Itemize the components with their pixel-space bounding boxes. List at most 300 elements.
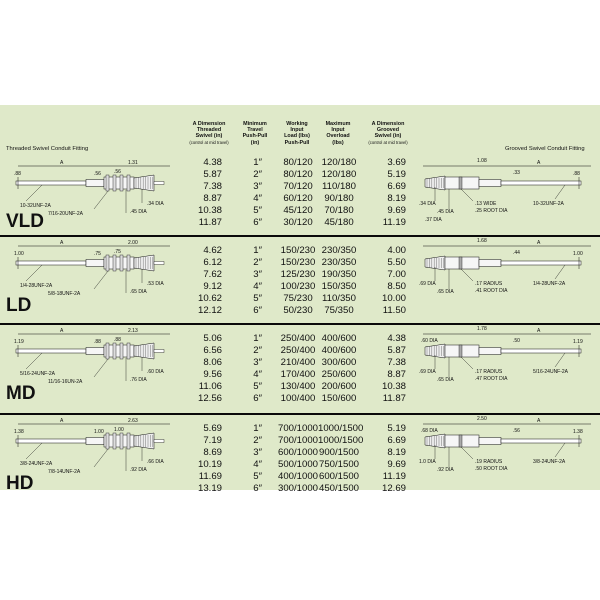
- cell-a_threaded: 8.06: [203, 357, 222, 368]
- tail-thread: [134, 255, 154, 271]
- cell-travel: 4″: [253, 369, 262, 380]
- spec-sheet: [0, 105, 600, 494]
- dia-2-label: .76 DIA: [130, 377, 147, 383]
- dia-1-label: .69 DIA: [419, 369, 436, 375]
- header-a-threaded: [182, 121, 236, 145]
- cell-travel: 5″: [253, 471, 262, 482]
- header-line: (lbs): [332, 139, 344, 146]
- end-stub: [154, 262, 164, 265]
- nut: [120, 175, 123, 191]
- dim-1-label: 2.00: [128, 240, 138, 246]
- thread-2-label: 11/16-16UN-2A: [48, 379, 83, 385]
- root-dia-label: .41 ROOT DIA: [475, 288, 508, 294]
- cell-load: 700/1000: [277, 435, 318, 446]
- dia-end-label: 1.19: [14, 339, 24, 345]
- dim-2-label: 1.00: [94, 429, 104, 435]
- cell-a_threaded: 9.56: [203, 369, 222, 380]
- cell-a_threaded: 6.12: [203, 257, 222, 268]
- cell-a_grooved: 5.19: [387, 169, 406, 180]
- cell-overload: 75/350: [324, 305, 354, 316]
- cell-a_grooved: 11.87: [382, 393, 406, 404]
- cell-a_grooved: 11.50: [382, 305, 406, 316]
- dia-2-label: .65 DIA: [437, 289, 454, 295]
- leader: [555, 353, 565, 367]
- cell-travel: 1″: [253, 333, 262, 344]
- dia-2-label: .65 DIA: [437, 377, 454, 383]
- groove: [459, 345, 462, 357]
- dia-1-label: .66 DIA: [147, 459, 164, 465]
- nut: [127, 255, 130, 271]
- dia-1-label: 1.0 DIA: [419, 459, 436, 465]
- rod-sleeve: [479, 348, 501, 355]
- header-a-grooved: [360, 121, 416, 145]
- rod-sleeve: [86, 180, 104, 187]
- cell-travel: 4″: [253, 459, 262, 470]
- cell-overload: 90/180: [324, 193, 354, 204]
- cell-a_grooved: 7.00: [387, 269, 406, 280]
- dim-2-label: .88: [94, 339, 101, 345]
- cell-a_threaded: 7.38: [203, 181, 222, 192]
- leader: [555, 265, 565, 279]
- cell-travel: 2″: [253, 169, 262, 180]
- header-line: Input: [290, 127, 304, 134]
- column-overload: [318, 245, 360, 317]
- dia-2-label: .45 DIA: [130, 209, 147, 215]
- rod-body: [16, 261, 86, 265]
- leader: [26, 443, 42, 459]
- root-dia-label: .50 ROOT DIA: [475, 466, 508, 472]
- header-note: (control at mid travel): [189, 139, 229, 145]
- dim-3-label: 1.00: [114, 427, 124, 433]
- threaded-fitting-drawing: [2, 157, 182, 247]
- cell-overload: 200/600: [321, 381, 357, 392]
- dim-3-label: .75: [114, 249, 121, 255]
- nut: [113, 433, 116, 449]
- cell-travel: 6″: [253, 305, 262, 316]
- rod-sleeve: [86, 348, 104, 355]
- thread-2-label: 7/16-20UNF-2A: [48, 211, 84, 217]
- dia-end-label: 1.38: [14, 429, 24, 435]
- section-2: [0, 325, 600, 415]
- cell-overload: 70/180: [324, 205, 354, 216]
- cell-load: 150/230: [280, 245, 316, 256]
- rod-body: [16, 439, 86, 443]
- nut: [106, 433, 109, 449]
- cell-travel: 4″: [253, 193, 262, 204]
- dia-end-label: 1.19: [573, 339, 583, 345]
- dim-2-label: .56: [94, 171, 101, 177]
- dim-2-label: .44: [513, 250, 520, 256]
- leader: [26, 185, 42, 201]
- cell-a_grooved: 9.69: [387, 205, 406, 216]
- header-line: Swivel (in): [195, 133, 223, 140]
- rod-body: [501, 181, 581, 185]
- dia-1-label: .60 DIA: [147, 369, 164, 375]
- thread-1-label: 5/16-24UNF-2A: [20, 371, 56, 377]
- leader: [94, 191, 108, 209]
- cell-a_threaded: 10.19: [197, 459, 222, 470]
- cell-a_grooved: 8.50: [387, 281, 406, 292]
- section-code: LD: [6, 295, 32, 316]
- cell-load: 210/400: [280, 357, 316, 368]
- dim-a-label: A: [60, 328, 64, 334]
- end-stub: [154, 182, 164, 185]
- leader: [94, 271, 108, 289]
- header-line: Maximum: [325, 121, 351, 127]
- header-line: Travel: [247, 127, 263, 134]
- leader: [555, 185, 565, 199]
- column-load: [276, 333, 320, 405]
- rod-body: [16, 349, 86, 353]
- section-code: MD: [6, 383, 36, 404]
- dim-a-label: A: [537, 240, 541, 246]
- cell-overload: 150/350: [321, 281, 357, 292]
- threaded-fitting-drawing: [2, 415, 182, 505]
- dia-0-label: .68 DIA: [421, 428, 438, 434]
- cell-a_grooved: 8.87: [387, 369, 406, 380]
- dim-1-label: 1.31: [128, 160, 138, 166]
- dia-2-label: .92 DIA: [437, 467, 454, 473]
- dim-2-label: .75: [94, 251, 101, 257]
- cell-a_grooved: 6.69: [387, 181, 406, 192]
- cell-a_threaded: 10.62: [197, 293, 222, 304]
- cell-overload: 230/350: [321, 245, 357, 256]
- root-dia-label: .47 ROOT DIA: [475, 376, 508, 382]
- threaded-fitting-title: Threaded Swivel Conduit Fitting: [6, 146, 89, 152]
- cell-load: 100/230: [280, 281, 316, 292]
- cell-a_grooved: 8.19: [387, 193, 406, 204]
- column-overload: [318, 157, 360, 229]
- cell-a_threaded: 5.69: [203, 423, 222, 434]
- header-overload: [318, 121, 358, 146]
- section-3: [0, 415, 600, 505]
- column-load: [276, 423, 320, 495]
- cell-travel: 3″: [253, 447, 262, 458]
- cell-load: 30/120: [283, 217, 313, 228]
- end-stub: [154, 350, 164, 353]
- section-code: HD: [6, 473, 34, 494]
- leader: [94, 449, 108, 467]
- thread-label: 3/8-24UNF-2A: [533, 459, 566, 465]
- thread-label: 1/4-28UNF-2A: [533, 281, 566, 287]
- cell-load: 500/1000: [277, 459, 318, 470]
- dia-1-label: .34 DIA: [419, 201, 436, 207]
- cell-a_grooved: 10.38: [381, 381, 406, 392]
- dia-0-label: .60 DIA: [421, 338, 438, 344]
- column-a_grooved: [370, 423, 406, 495]
- header-line: Threaded: [196, 127, 222, 134]
- cell-load: 80/120: [283, 157, 313, 168]
- thread-2-label: 7/8-14UNF-2A: [48, 469, 81, 475]
- nut: [127, 433, 130, 449]
- dim-3-label: .88: [114, 337, 121, 343]
- cell-travel: 3″: [253, 181, 262, 192]
- rod-sleeve: [479, 260, 501, 267]
- dim-a-label: A: [60, 240, 64, 246]
- column-travel: [240, 423, 262, 495]
- cell-a_grooved: 5.19: [387, 423, 406, 434]
- cell-travel: 6″: [253, 483, 262, 494]
- header-line: Grooved: [376, 127, 400, 134]
- column-a_grooved: [370, 333, 406, 405]
- nut: [127, 343, 130, 359]
- grooved-fitting-drawing: [415, 415, 595, 505]
- cell-load: 75/230: [283, 293, 313, 304]
- cell-a_threaded: 12.12: [197, 305, 222, 316]
- threaded-fitting-drawing: [2, 325, 182, 415]
- cell-load: 150/230: [280, 257, 316, 268]
- header-line: Swivel (in): [374, 133, 402, 140]
- dim-1-label: 1.68: [477, 238, 487, 244]
- dim-1-label: 1.78: [477, 326, 487, 332]
- cell-a_threaded: 11.87: [198, 217, 222, 228]
- dia-end-label: 1.38: [573, 429, 583, 435]
- leader: [461, 189, 473, 201]
- cell-a_threaded: 5.06: [203, 333, 222, 344]
- root-dia-label: .25 ROOT DIA: [475, 208, 508, 214]
- cell-overload: 120/180: [321, 169, 357, 180]
- dia-1-label: .34 DIA: [147, 201, 164, 207]
- dim-1-label: 2.13: [128, 328, 138, 334]
- tail-thread: [134, 175, 154, 191]
- grooved-fitting-title: Grooved Swivel Conduit Fitting: [505, 146, 585, 152]
- dim-2-label: .50: [513, 338, 520, 344]
- cell-overload: 750/1500: [318, 459, 359, 470]
- end-stub: [154, 440, 164, 443]
- rod-body: [16, 181, 86, 185]
- dim-a-label: A: [60, 160, 64, 166]
- cell-a_threaded: 7.62: [203, 269, 222, 280]
- header-line: Load (lbs): [284, 133, 310, 140]
- nut: [120, 433, 123, 449]
- header-load: [275, 121, 319, 146]
- dia-2-label: .92 DIA: [130, 467, 147, 473]
- cell-travel: 4″: [253, 281, 262, 292]
- cell-overload: 300/600: [321, 357, 357, 368]
- cell-a_threaded: 11.06: [198, 381, 222, 392]
- cell-travel: 3″: [253, 357, 262, 368]
- cell-travel: 2″: [253, 435, 262, 446]
- leader: [461, 447, 473, 459]
- cell-a_grooved: 5.50: [387, 257, 406, 268]
- column-load: [276, 157, 320, 229]
- cell-overload: 450/1500: [318, 483, 359, 494]
- cell-overload: 400/600: [321, 333, 357, 344]
- header-note: (control at mid travel): [368, 139, 408, 145]
- cell-a_grooved: 12.69: [381, 483, 406, 494]
- cell-load: 100/400: [280, 393, 316, 404]
- grooved-fitting-drawing: [415, 237, 595, 327]
- tail-thread: [134, 433, 154, 449]
- rod-sleeve: [479, 180, 501, 187]
- cell-load: 130/400: [280, 381, 316, 392]
- dia-end-label: 1.00: [573, 251, 583, 257]
- dia-1-label: .53 DIA: [147, 281, 164, 287]
- cell-travel: 5″: [253, 205, 262, 216]
- leader: [461, 357, 473, 369]
- column-a_grooved: [370, 157, 406, 229]
- cell-load: 70/120: [283, 181, 313, 192]
- cell-a_grooved: 4.00: [387, 245, 406, 256]
- cell-load: 170/400: [280, 369, 316, 380]
- cell-a_grooved: 6.69: [387, 435, 406, 446]
- cell-overload: 230/350: [321, 257, 357, 268]
- cell-overload: 45/180: [324, 217, 354, 228]
- cell-a_threaded: 7.19: [203, 435, 222, 446]
- column-travel: [240, 245, 262, 317]
- cell-load: 45/120: [283, 205, 313, 216]
- leader: [26, 353, 42, 369]
- cell-a_grooved: 10.00: [381, 293, 406, 304]
- radius-label: .19 RADIUS: [475, 459, 503, 465]
- grooved-fitting-drawing: [415, 325, 595, 415]
- cell-load: 700/1000: [277, 423, 318, 434]
- cell-a_threaded: 11.69: [198, 471, 222, 482]
- cell-overload: 150/600: [321, 393, 357, 404]
- header-line: Working: [286, 121, 308, 127]
- cell-a_threaded: 8.69: [203, 447, 222, 458]
- cell-a_threaded: 9.12: [203, 281, 222, 292]
- nut: [106, 255, 109, 271]
- thread-label: 5/16-24UNF-2A: [533, 369, 569, 375]
- cell-load: 600/1000: [277, 447, 318, 458]
- column-load: [276, 245, 320, 317]
- cell-travel: 5″: [253, 293, 262, 304]
- leader: [555, 443, 565, 457]
- threaded-fitting-drawing: [2, 237, 182, 327]
- cell-load: 80/120: [283, 169, 313, 180]
- cell-overload: 250/600: [321, 369, 357, 380]
- dim-2-label: .56: [513, 428, 520, 434]
- thread-label: 10-32UNF-2A: [533, 201, 564, 207]
- thread-1-label: 3/8-24UNF-2A: [20, 461, 53, 467]
- dim-a-label: A: [537, 328, 541, 334]
- cell-a_grooved: 8.19: [387, 447, 406, 458]
- cell-travel: 1″: [253, 245, 262, 256]
- cell-a_grooved: 3.69: [387, 157, 406, 168]
- groove: [459, 257, 462, 269]
- cell-overload: 120/180: [321, 157, 357, 168]
- dia-3-label: .37 DIA: [425, 217, 442, 223]
- column-overload: [318, 333, 360, 405]
- cell-a_threaded: 10.38: [197, 205, 222, 216]
- column-a_threaded: [186, 157, 222, 229]
- cell-travel: 6″: [253, 393, 262, 404]
- cell-a_grooved: 7.38: [387, 357, 406, 368]
- groove: [459, 177, 462, 189]
- cell-travel: 2″: [253, 257, 262, 268]
- dia-end-label: 1.00: [14, 251, 24, 257]
- nut: [120, 343, 123, 359]
- wide-label: .13 WIDE: [475, 201, 497, 207]
- cell-load: 250/400: [280, 345, 316, 356]
- nut: [113, 175, 116, 191]
- section-0: [0, 157, 600, 247]
- cell-a_grooved: 9.69: [387, 459, 406, 470]
- header-line: Overload: [326, 133, 350, 140]
- column-overload: [318, 423, 364, 495]
- thread-1-label: 10-32UNF-2A: [20, 203, 51, 209]
- nut: [106, 175, 109, 191]
- cell-a_grooved: 11.19: [382, 217, 406, 228]
- dim-a-label: A: [537, 160, 541, 166]
- cell-overload: 110/350: [322, 293, 356, 304]
- nut: [106, 343, 109, 359]
- cell-overload: 190/350: [321, 269, 357, 280]
- nut: [127, 175, 130, 191]
- thread-1-label: 1/4-28UNF-2A: [20, 283, 53, 289]
- cell-load: 250/400: [280, 333, 316, 344]
- cell-a_threaded: 5.87: [203, 169, 222, 180]
- cell-a_threaded: 13.19: [197, 483, 222, 494]
- cell-travel: 1″: [253, 423, 262, 434]
- column-a_grooved: [370, 245, 406, 317]
- tail-thread: [134, 343, 154, 359]
- header-line: Minimum: [243, 121, 267, 127]
- dia-2-label: .65 DIA: [130, 289, 147, 295]
- cell-load: 400/1000: [277, 471, 318, 482]
- dim-3-label: .56: [114, 169, 121, 175]
- column-a_threaded: [186, 245, 222, 317]
- rod-body: [501, 439, 581, 443]
- cell-travel: 5″: [253, 381, 262, 392]
- cell-load: 125/230: [280, 269, 316, 280]
- cell-overload: 1000/1500: [318, 423, 364, 434]
- rod-sleeve: [86, 438, 104, 445]
- rod-sleeve: [479, 438, 501, 445]
- rod-body: [501, 349, 581, 353]
- header-line: A Dimension: [371, 121, 405, 127]
- cell-travel: 2″: [253, 345, 262, 356]
- cell-a_threaded: 4.38: [203, 157, 222, 168]
- section-code: VLD: [6, 211, 44, 232]
- cell-travel: 3″: [253, 269, 262, 280]
- leader: [26, 265, 42, 281]
- cell-travel: 6″: [253, 217, 262, 228]
- cell-a_threaded: 8.87: [203, 193, 222, 204]
- groove: [459, 435, 462, 447]
- header-travel: [236, 121, 274, 146]
- cell-a_threaded: 6.56: [203, 345, 222, 356]
- cell-overload: 600/1500: [318, 471, 359, 482]
- cell-overload: 110/180: [322, 181, 356, 192]
- thread-2-label: 5/8-18UNF-2A: [48, 291, 81, 297]
- column-travel: [240, 333, 262, 405]
- cell-load: 60/120: [283, 193, 313, 204]
- header-line: A Dimension: [192, 121, 226, 127]
- dia-end-label: .88: [14, 171, 21, 177]
- header-line: Push-Pull: [284, 139, 310, 146]
- dia-1-label: .69 DIA: [419, 281, 436, 287]
- cell-overload: 900/1500: [318, 447, 359, 458]
- dim-2-label: .33: [513, 170, 520, 176]
- radius-label: .17 RADIUS: [475, 369, 503, 375]
- cell-overload: 400/600: [321, 345, 357, 356]
- nut: [120, 255, 123, 271]
- cell-a_threaded: 12.56: [197, 393, 222, 404]
- cell-a_grooved: 5.87: [387, 345, 406, 356]
- grooved-fitting-drawing: [415, 157, 595, 247]
- cell-a_grooved: 11.19: [382, 471, 406, 482]
- cell-a_grooved: 4.38: [387, 333, 406, 344]
- rod-body: [501, 261, 581, 265]
- section-1: [0, 237, 600, 327]
- leader: [461, 269, 473, 281]
- column-a_threaded: [186, 333, 222, 405]
- header-line: Push-Pull: [242, 133, 268, 140]
- dim-a-label: A: [537, 418, 541, 424]
- radius-label: .17 RADIUS: [475, 281, 503, 287]
